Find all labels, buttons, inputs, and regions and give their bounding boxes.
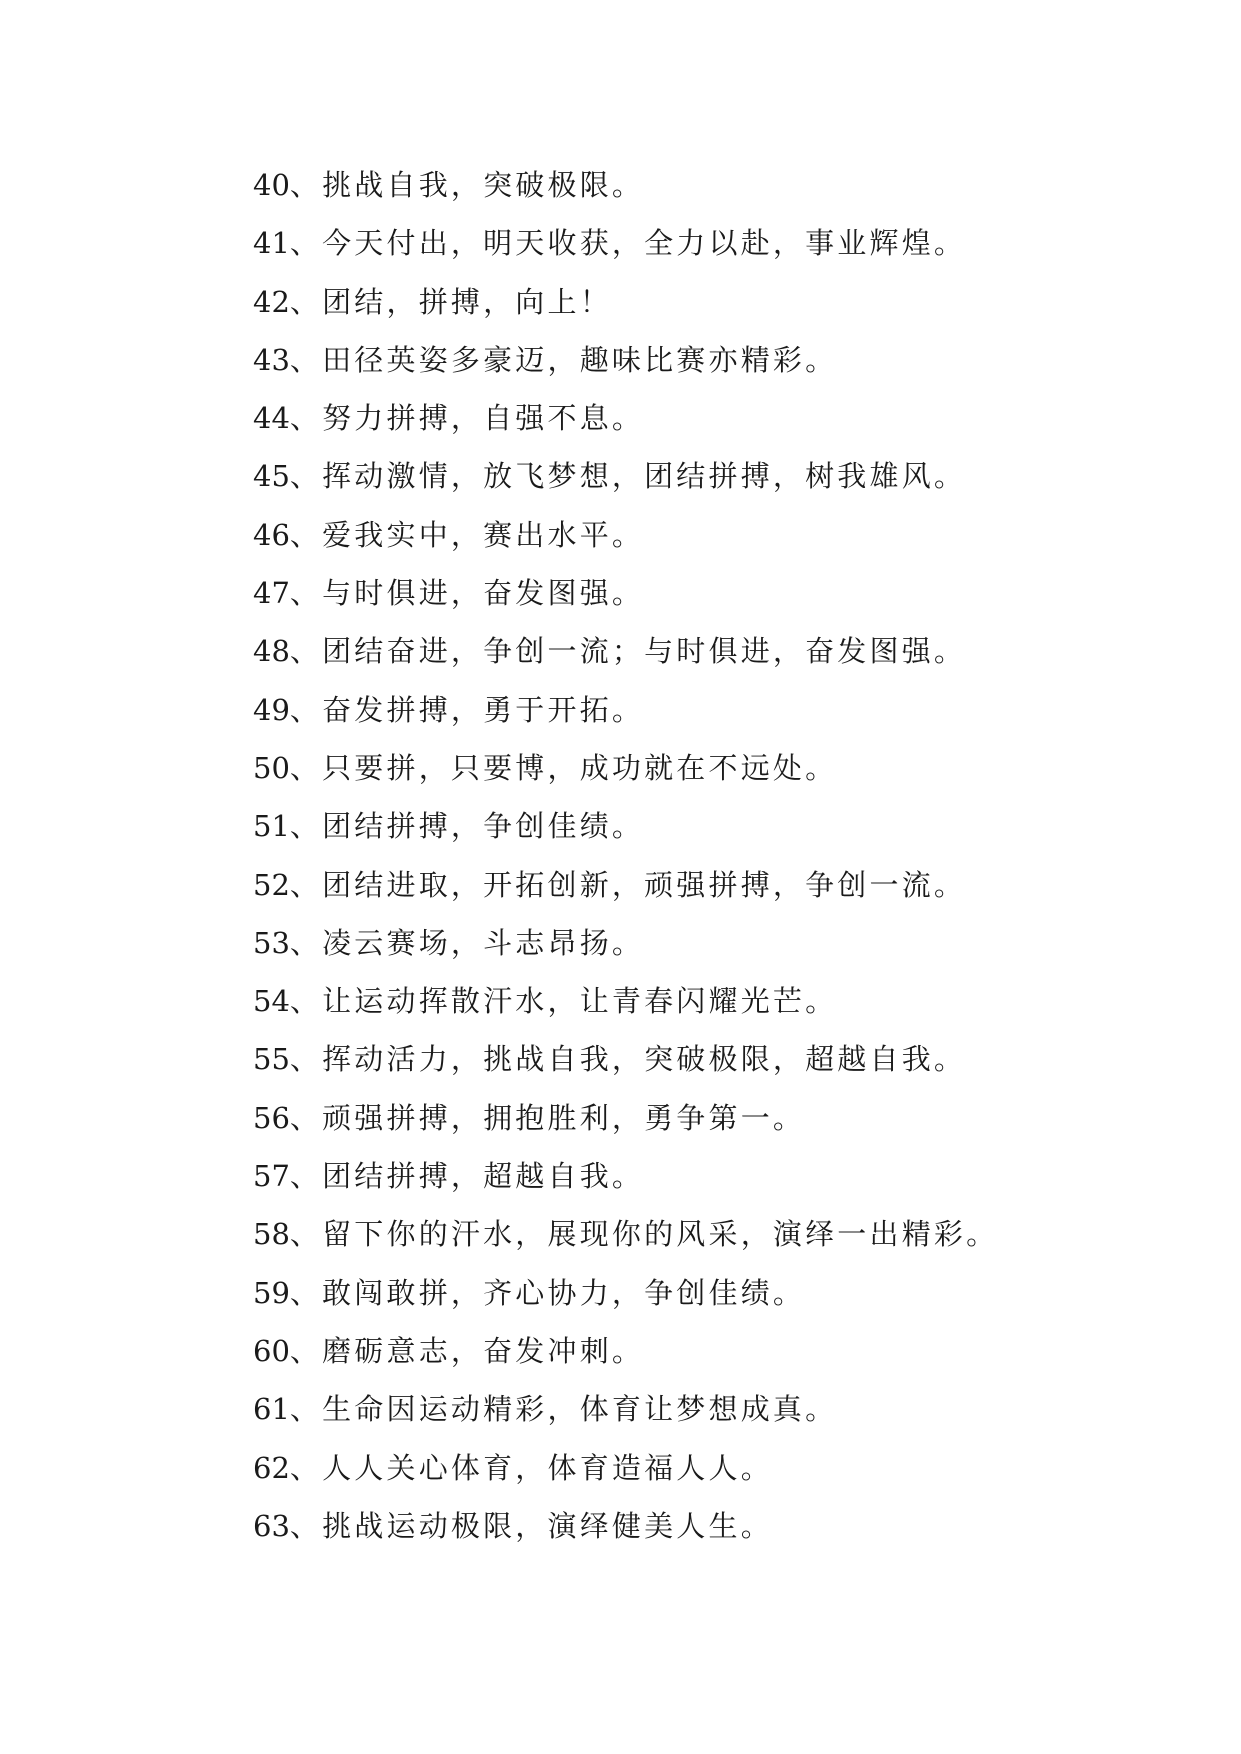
list-item xyxy=(253,1264,1153,1322)
list-item xyxy=(253,856,1153,914)
list-item xyxy=(253,506,1153,564)
list-item xyxy=(253,972,1153,1030)
item-text: 、团结进取，开拓创新，顽强拼搏，争创一流。 xyxy=(289,867,967,902)
list-item xyxy=(253,447,1153,505)
item-text: 、顽强拼搏，拥抱胜利，勇争第一。 xyxy=(289,1100,806,1135)
item-text: 、让运动挥散汗水，让青春闪耀光芒。 xyxy=(289,984,838,1019)
item-text: 、今天付出，明天收获，全力以赴，事业辉煌。 xyxy=(289,226,967,261)
item-text: 、凌云赛场，斗志昂扬。 xyxy=(289,925,645,960)
item-number: 57 xyxy=(253,1159,290,1194)
list-item xyxy=(253,681,1153,739)
item-text: 、与时俱进，奋发图强。 xyxy=(289,576,645,611)
list-item xyxy=(253,1030,1153,1088)
item-number: 59 xyxy=(253,1275,290,1310)
item-number: 42 xyxy=(253,284,290,319)
list-item xyxy=(253,1089,1153,1147)
item-number: 48 xyxy=(253,634,290,669)
item-text: 、奋发拼搏，勇于开拓。 xyxy=(289,692,645,727)
list-item xyxy=(253,273,1153,331)
list-item xyxy=(253,739,1153,797)
item-number: 43 xyxy=(253,342,290,377)
item-number: 55 xyxy=(253,1042,290,1077)
item-number: 53 xyxy=(253,925,290,960)
list-item xyxy=(253,1322,1153,1380)
list-item xyxy=(253,214,1153,272)
item-text: 、团结奋进，争创一流；与时俱进，奋发图强。 xyxy=(289,634,967,669)
item-number: 50 xyxy=(253,750,290,785)
item-number: 49 xyxy=(253,692,290,727)
item-text: 、田径英姿多豪迈，趣味比赛亦精彩。 xyxy=(289,342,838,377)
item-number: 41 xyxy=(253,226,290,261)
list-item xyxy=(253,331,1153,389)
list-item xyxy=(253,1380,1153,1438)
item-text: 、爱我实中，赛出水平。 xyxy=(289,517,645,552)
item-number: 62 xyxy=(253,1450,290,1485)
item-number: 56 xyxy=(253,1100,290,1135)
item-number: 63 xyxy=(253,1508,290,1543)
item-text: 、团结拼搏，争创佳绩。 xyxy=(289,809,645,844)
list-item xyxy=(253,1497,1153,1555)
item-text: 、努力拼搏，自强不息。 xyxy=(289,401,645,436)
list-item xyxy=(253,797,1153,855)
list-item xyxy=(253,564,1153,622)
item-number: 46 xyxy=(253,517,290,552)
list-item xyxy=(253,156,1153,214)
slogan-list xyxy=(253,156,1153,1555)
item-text: 、团结，拼搏，向上！ xyxy=(289,284,612,319)
item-number: 44 xyxy=(253,401,290,436)
item-number: 52 xyxy=(253,867,290,902)
list-item xyxy=(253,1439,1153,1497)
list-item xyxy=(253,1205,1153,1263)
item-text: 、人人关心体育，体育造福人人。 xyxy=(289,1450,773,1485)
item-number: 58 xyxy=(253,1217,290,1252)
item-text: 、挥动激情，放飞梦想，团结拼搏，树我雄风。 xyxy=(289,459,967,494)
item-text: 、挥动活力，挑战自我，突破极限，超越自我。 xyxy=(289,1042,967,1077)
item-text: 、磨砺意志，奋发冲刺。 xyxy=(289,1333,645,1368)
item-text: 、敢闯敢拼，齐心协力，争创佳绩。 xyxy=(289,1275,806,1310)
item-number: 45 xyxy=(253,459,290,494)
item-number: 54 xyxy=(253,984,290,1019)
item-number: 47 xyxy=(253,576,290,611)
list-item xyxy=(253,389,1153,447)
item-text: 、挑战运动极限，演绎健美人生。 xyxy=(289,1508,773,1543)
item-text: 、留下你的汗水，展现你的风采，演绎一出精彩。 xyxy=(289,1217,999,1252)
list-item xyxy=(253,1147,1153,1205)
item-text: 、生命因运动精彩，体育让梦想成真。 xyxy=(289,1392,838,1427)
item-text: 、只要拼，只要博，成功就在不远处。 xyxy=(289,750,838,785)
list-item xyxy=(253,914,1153,972)
list-item xyxy=(253,622,1153,680)
item-text: 、挑战自我，突破极限。 xyxy=(289,168,645,202)
item-number: 40 xyxy=(253,168,290,202)
item-text: 、团结拼搏，超越自我。 xyxy=(289,1159,645,1194)
item-number: 51 xyxy=(253,809,290,844)
item-number: 60 xyxy=(253,1333,290,1368)
item-number: 61 xyxy=(253,1392,290,1427)
